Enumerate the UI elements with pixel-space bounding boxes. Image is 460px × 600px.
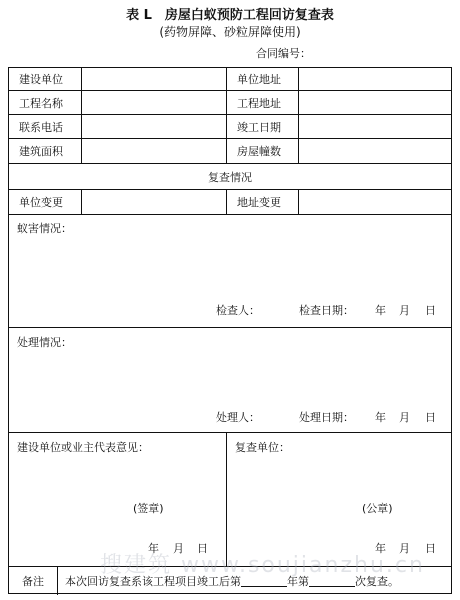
phone-label: 联系电话	[19, 120, 63, 134]
review-seal-label: (公章)	[362, 502, 393, 515]
form-subtitle: (药物屏障、砂粒屏障使用)	[159, 25, 301, 39]
review-section-title: 复查情况	[208, 170, 252, 184]
project-name-label: 工程名称	[19, 96, 63, 110]
building-area-label: 建筑面积	[19, 145, 63, 158]
note-text-c: 次复查。	[355, 575, 399, 588]
inspection-year: 年	[375, 304, 386, 317]
termite-damage-label: 蚁害情况：	[17, 222, 72, 235]
handler-label: 处理人：	[216, 411, 260, 424]
review-month: 月	[399, 542, 410, 555]
inspection-date-label: 检查日期：	[299, 304, 354, 317]
building-area-field[interactable]	[82, 139, 226, 163]
building-count-label: 房屋幢数	[237, 145, 281, 158]
review-unit-label: 复查单位：	[235, 441, 290, 454]
construction-unit-label: 建设单位	[19, 73, 63, 86]
project-address-field[interactable]	[299, 91, 451, 114]
address-change-field[interactable]	[299, 190, 451, 214]
inspector-label: 检查人：	[216, 304, 260, 317]
owner-year: 年	[148, 542, 159, 555]
watermark: 搜建筑 www.soujianzhu.cn	[100, 553, 425, 578]
note-text-b: 年第	[287, 575, 309, 588]
treatment-year: 年	[375, 411, 386, 424]
treatment-field[interactable]	[9, 352, 451, 404]
note-label: 备注	[22, 575, 44, 588]
unit-address-label: 单位地址	[237, 73, 281, 86]
form-title: 表 L 房屋白蚁预防工程回访复查表	[126, 8, 334, 23]
building-count-field[interactable]	[299, 139, 451, 163]
treatment-label: 处理情况：	[17, 336, 72, 349]
treatment-date-label: 处理日期：	[299, 411, 354, 424]
completion-date-label: 竣工日期	[237, 120, 281, 134]
owner-opinion-label: 建设单位或业主代表意见：	[17, 441, 149, 454]
phone-field[interactable]	[82, 115, 226, 138]
unit-change-label: 单位变更	[19, 196, 63, 209]
note-text-a: 本次回访复查系该工程项目竣工后第	[65, 575, 241, 588]
unit-change-field[interactable]	[82, 190, 226, 214]
inspection-form-table	[8, 67, 452, 594]
treatment-month: 月	[399, 411, 410, 424]
owner-month: 月	[173, 542, 184, 555]
contract-number-label: 合同编号：	[256, 47, 311, 60]
project-name-field[interactable]	[82, 91, 226, 114]
unit-address-field[interactable]	[299, 68, 451, 90]
address-change-label: 地址变更	[237, 196, 281, 209]
treatment-day: 日	[425, 411, 436, 424]
completion-date-field[interactable]	[299, 115, 451, 138]
construction-unit-field[interactable]	[82, 68, 226, 90]
review-day: 日	[425, 542, 436, 555]
owner-day: 日	[197, 542, 208, 555]
inspection-day: 日	[425, 304, 436, 317]
project-address-label: 工程地址	[237, 96, 281, 110]
review-year: 年	[375, 542, 386, 555]
termite-damage-field[interactable]	[9, 238, 451, 298]
inspection-month: 月	[399, 304, 410, 317]
owner-seal-label: (签章)	[133, 502, 164, 515]
